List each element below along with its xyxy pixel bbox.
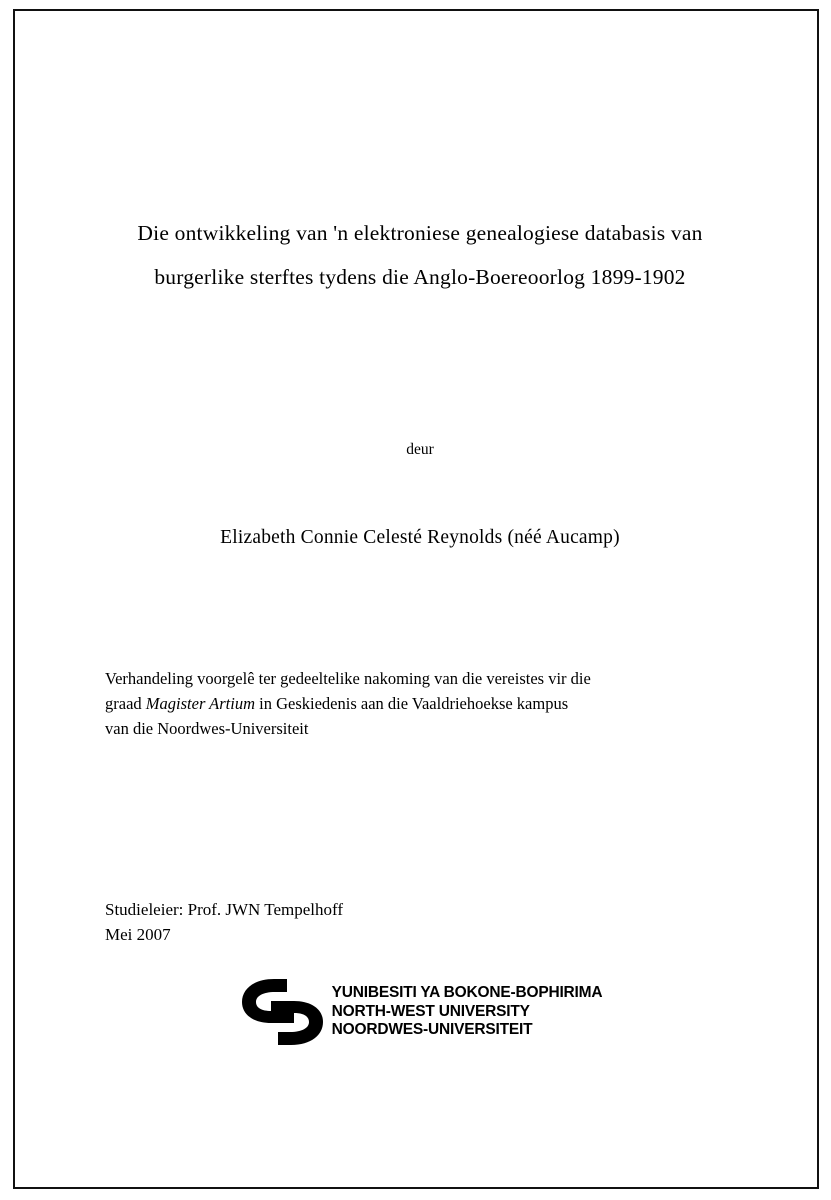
supervisor-line: Studieleier: Prof. JWN Tempelhoff: [105, 900, 344, 919]
date-line: Mei 2007: [105, 925, 171, 944]
statement-line-1: Verhandeling voorgelê ter gedeeltelike nakoming van die vereistes vir die: [105, 669, 591, 688]
institution-logo: [100, 975, 740, 1049]
page-title: [100, 211, 740, 299]
page-content: [100, 9, 740, 1189]
degree-statement: [105, 666, 725, 741]
logo-line-2: NORTH-WEST UNIVERSITY: [331, 1002, 530, 1020]
byline-label: deur: [406, 441, 434, 458]
statement-line-2: [105, 691, 725, 716]
statement-line-2-pre: graad: [105, 694, 146, 713]
author-name: Elizabeth Connie Celesté Reynolds (néé Aucamp): [220, 527, 620, 548]
statement-line-2-post: in Geskiedenis aan die Vaaldriehoekse kampus: [255, 694, 569, 713]
logo-line-1: YUNIBESITI YA BOKONE-BOPHIRIMA: [331, 984, 603, 1002]
nwu-logo-mark-icon: [238, 975, 324, 1049]
title-line-1: Die ontwikkeling van 'n elektroniese genealogiese databasis van: [137, 221, 703, 245]
supervisor-block: [105, 897, 725, 947]
title-line-2: burgerlike sterftes tydens die Anglo-Boereoorlog 1899-1902: [154, 265, 686, 289]
statement-line-3: van die Noordwes-Universiteit: [105, 719, 309, 738]
institution-logo-text: [332, 984, 603, 1040]
logo-line-3: NOORDWES-UNIVERSITEIT: [331, 1021, 533, 1039]
degree-name: Magister Artium: [145, 694, 256, 713]
